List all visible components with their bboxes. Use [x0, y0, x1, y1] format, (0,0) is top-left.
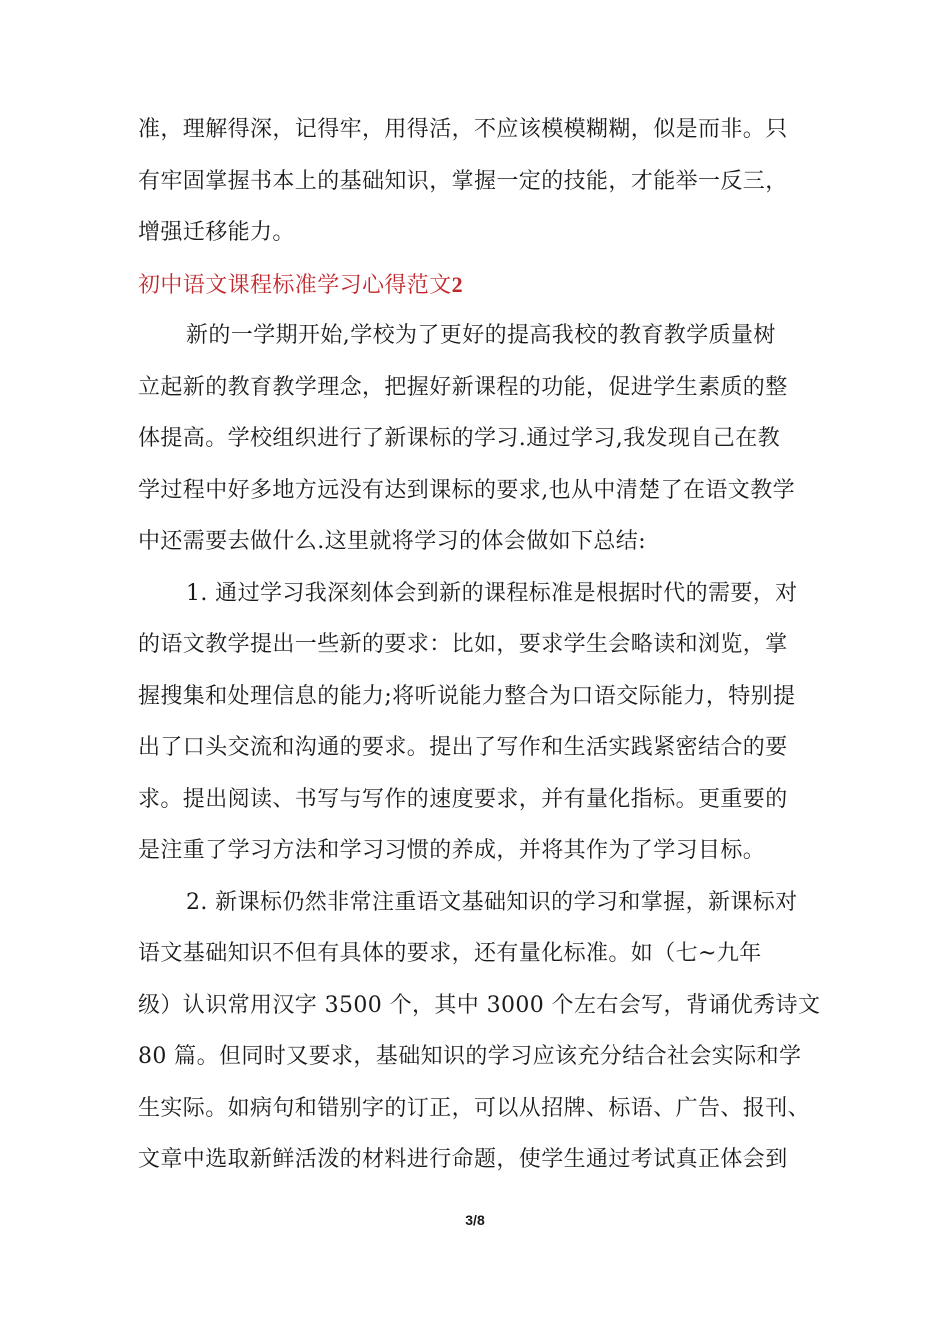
text-line: 级）认识常用汉字 3500 个，其中 3000 个左右会写，背诵优秀诗文 [138, 992, 821, 1018]
text-line: 是注重了学习方法和学习习惯的养成，并将其作为了学习目标。 [138, 838, 766, 863]
document-body [138, 104, 828, 1186]
section-heading [138, 259, 828, 311]
page-number: 3/8 [465, 1212, 485, 1228]
text-line: 出了口头交流和沟通的要求。提出了写作和生活实践紧密结合的要 [138, 735, 788, 760]
text-line: 的语文教学提出一些新的要求：比如，要求学生会略读和浏览，掌 [138, 632, 788, 657]
text-line: 语文基础知识不但有具体的要求，还有量化标准。如（七~九年 [138, 941, 762, 966]
text-line: 增强迁移能力。 [138, 220, 295, 245]
text-line: 2. 新课标仍然非常注重语文基础知识的学习和掌握，新课标对 [186, 889, 798, 915]
text-line: 80 篇。但同时又要求，基础知识的学习应该充分结合社会实际和学 [138, 1044, 802, 1069]
text-line: 生实际。如病句和错别字的订正，可以从招牌、标语、广告、报刊、 [138, 1095, 811, 1121]
text-line: 握搜集和处理信息的能力;将听说能力整合为口语交际能力，特别提 [138, 683, 796, 709]
text-line: 1. 通过学习我深刻体会到新的课程标准是根据时代的需要，对 [186, 580, 798, 606]
text-line: 有牢固掌握书本上的基础知识，掌握一定的技能，才能举一反三， [138, 168, 788, 194]
text-line: 学过程中好多地方远没有达到课标的要求,也从中清楚了在语文教学 [138, 477, 795, 503]
text-line: 立起新的教育教学理念，把握好新课程的功能，促进学生素质的整 [138, 374, 788, 400]
text-line: 准，理解得深，记得牢，用得活，不应该模模糊糊，似是而非。只 [138, 117, 788, 142]
text-line: 文章中选取新鲜活泼的材料进行命题，使学生通过考试真正体会到 [138, 1147, 788, 1172]
section-heading-number: 2 [451, 271, 464, 297]
section-heading-text: 初中语文课程标准学习心得范文 [138, 272, 452, 298]
text-line: 中还需要去做什么.这里就将学习的体会做如下总结: [138, 529, 647, 554]
text-line: 体提高。学校组织进行了新课标的学习.通过学习,我发现自己在教 [138, 426, 780, 451]
text-line: 新的一学期开始,学校为了更好的提高我校的教育教学质量树 [186, 323, 776, 348]
text-line: 求。提出阅读、书写与写作的速度要求，并有量化指标。更重要的 [138, 786, 788, 812]
